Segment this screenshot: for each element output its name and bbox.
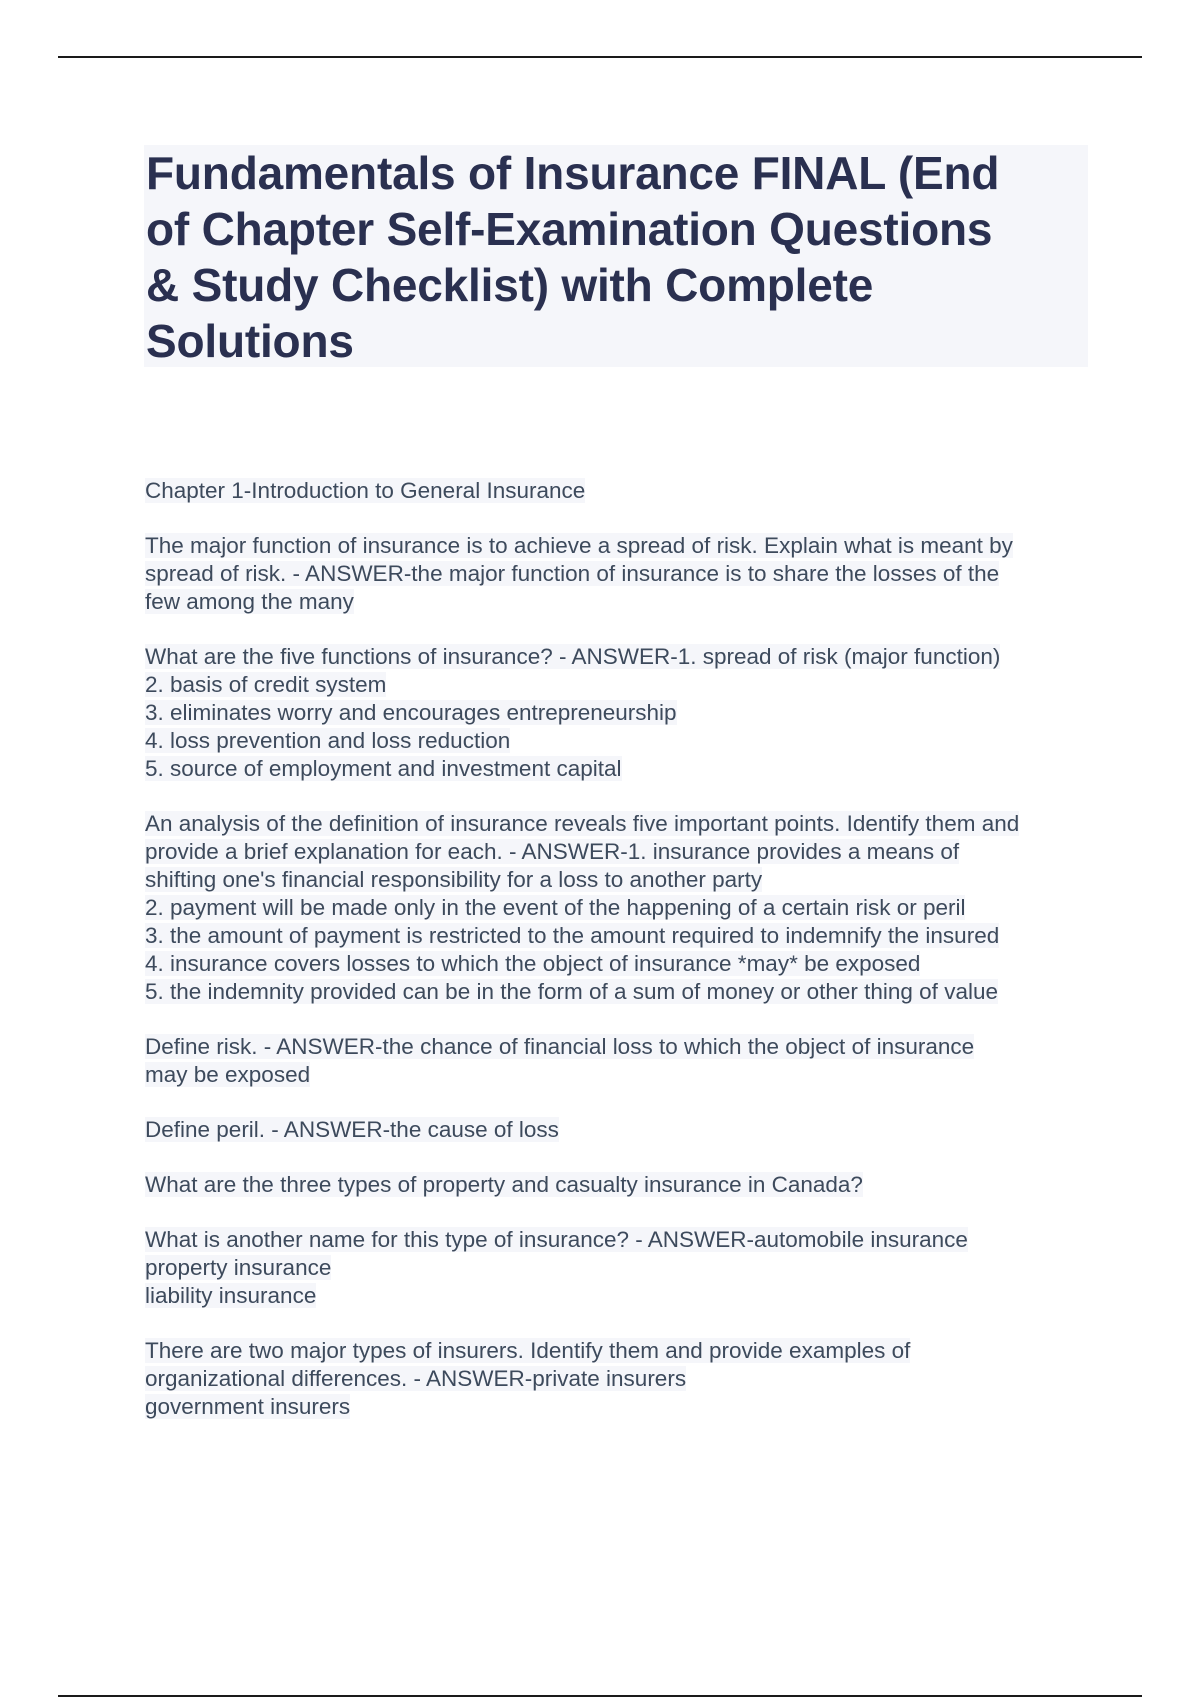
text-line-content: 5. source of employment and investment capital	[145, 756, 622, 781]
text-line-content: 3. the amount of payment is restricted to the amount required to indemnify the insured	[145, 923, 1000, 948]
text-line-content: liability insurance	[145, 1283, 317, 1308]
text-line-content: 2. payment will be made only in the event of the happening of a certain risk or peril	[145, 895, 966, 920]
text-line	[145, 950, 1105, 978]
text-line-content: Chapter 1-Introduction to General Insurance	[145, 478, 586, 503]
text-line	[145, 755, 1105, 783]
text-line-content: An analysis of the definition of insurance reveals five important points. Identify them and	[145, 811, 1020, 836]
text-line-content: Define peril. - ANSWER-the cause of loss	[145, 1117, 559, 1142]
text-line-content: There are two major types of insurers. Identify them and provide examples of	[145, 1338, 911, 1363]
text-line	[145, 588, 1105, 616]
text-line	[145, 1393, 1105, 1421]
text-line-content: shifting one's financial responsibility for a loss to another party	[145, 867, 763, 892]
text-line-content: 5. the indemnity provided can be in the form of a sum of money or other thing of value	[145, 979, 998, 1004]
text-line-content: spread of risk. - ANSWER-the major function of insurance is to share the losses of the	[145, 561, 1000, 586]
text-line-content: provide a brief explanation for each. - ANSWER-1. insurance provides a means of	[145, 839, 960, 864]
bottom-rule	[58, 1695, 1142, 1697]
text-line	[145, 1116, 1105, 1144]
qa-paragraph	[145, 1171, 1105, 1199]
qa-paragraph	[145, 1116, 1105, 1144]
title-block	[144, 145, 1088, 367]
text-line-content: What are the three types of property and casualty insurance in Canada?	[145, 1172, 863, 1197]
text-line-content: 2. basis of credit system	[145, 672, 387, 697]
qa-paragraph	[145, 1337, 1105, 1421]
text-line-content: 4. loss prevention and loss reduction	[145, 728, 511, 753]
qa-paragraph	[145, 1226, 1105, 1310]
text-line-content: government insurers	[145, 1394, 351, 1419]
title-line: Fundamentals of Insurance FINAL (End	[146, 147, 1000, 199]
text-line	[145, 1337, 1105, 1365]
text-line	[145, 810, 1105, 838]
text-line	[145, 894, 1105, 922]
text-line	[145, 671, 1105, 699]
text-line	[145, 978, 1105, 1006]
chapter-heading	[145, 477, 1105, 505]
text-line	[145, 1282, 1105, 1310]
text-line	[145, 1365, 1105, 1393]
text-line	[145, 1226, 1105, 1254]
qa-paragraph	[145, 643, 1105, 783]
qa-paragraph	[145, 1033, 1105, 1089]
text-line	[145, 838, 1105, 866]
text-line	[145, 532, 1105, 560]
text-line	[145, 1254, 1105, 1282]
text-line-content: 4. insurance covers losses to which the object of insurance *may* be exposed	[145, 951, 921, 976]
qa-paragraph	[145, 532, 1105, 616]
text-line	[145, 477, 1105, 505]
text-line-content: few among the many	[145, 589, 354, 614]
qa-paragraph	[145, 810, 1105, 1006]
document-body	[145, 477, 1105, 1448]
title-line: & Study Checklist) with Complete	[146, 259, 874, 311]
text-line-content: property insurance	[145, 1255, 332, 1280]
text-line-content: 3. eliminates worry and encourages entrepreneurship	[145, 700, 677, 725]
text-line	[145, 643, 1105, 671]
title-line: of Chapter Self-Examination Questions	[146, 203, 993, 255]
document-title	[146, 145, 1086, 369]
text-line-content: may be exposed	[145, 1062, 311, 1087]
text-line	[145, 727, 1105, 755]
text-line-content: organizational differences. - ANSWER-private insurers	[145, 1366, 687, 1391]
top-rule	[58, 56, 1142, 58]
text-line	[145, 1061, 1105, 1089]
text-line-content: What are the five functions of insurance? - ANSWER-1. spread of risk (major function)	[145, 644, 1001, 669]
text-line-content: What is another name for this type of insurance? - ANSWER-automobile insurance	[145, 1227, 968, 1252]
title-line: Solutions	[146, 315, 354, 367]
text-line	[145, 922, 1105, 950]
text-line	[145, 1033, 1105, 1061]
text-line	[145, 560, 1105, 588]
text-line	[145, 1171, 1105, 1199]
text-line	[145, 699, 1105, 727]
text-line	[145, 866, 1105, 894]
text-line-content: The major function of insurance is to achieve a spread of risk. Explain what is meant by	[145, 533, 1013, 558]
text-line-content: Define risk. - ANSWER-the chance of financial loss to which the object of insurance	[145, 1034, 975, 1059]
